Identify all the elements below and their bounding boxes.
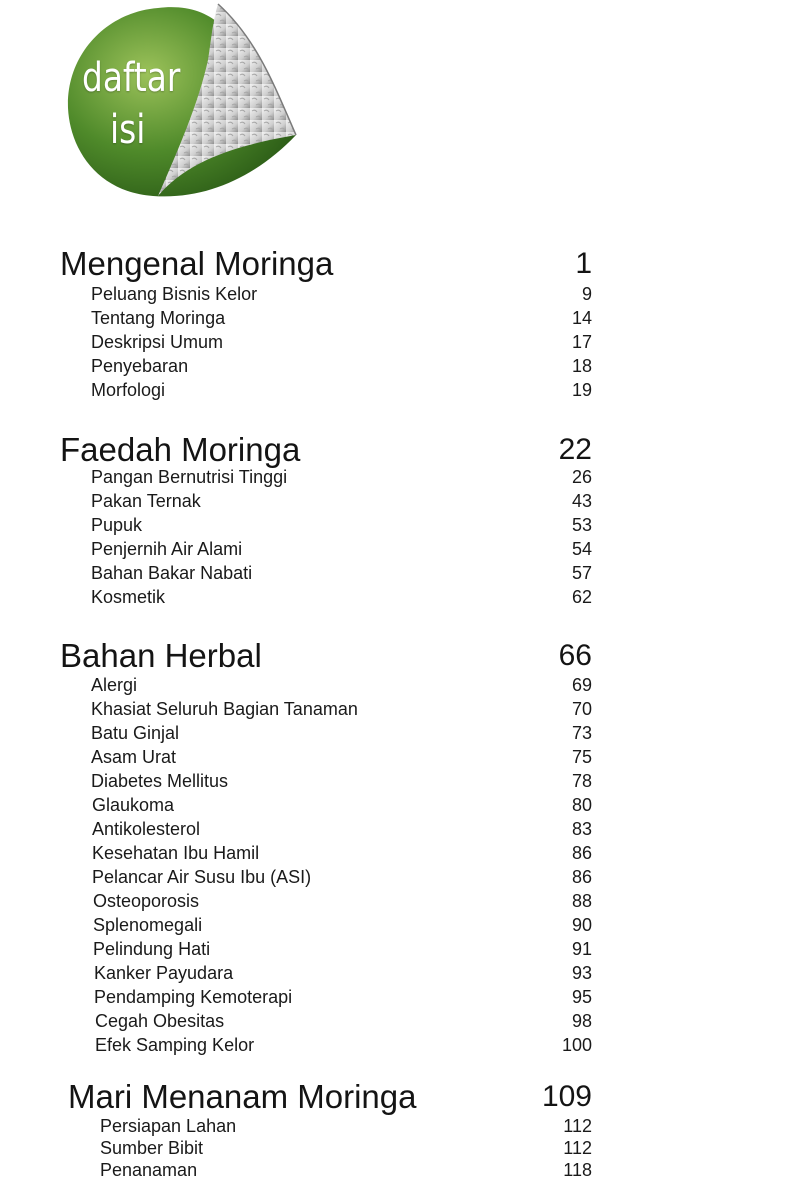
entry-page: 86 bbox=[571, 843, 592, 863]
entry-page: 53 bbox=[571, 515, 592, 535]
entry-page: 73 bbox=[571, 723, 592, 743]
section-page: 1 bbox=[575, 247, 592, 280]
section-title: Faedah Moringa bbox=[60, 431, 301, 468]
toc-entry[interactable] bbox=[60, 961, 592, 985]
toc-entry[interactable] bbox=[60, 378, 592, 402]
toc-entry[interactable] bbox=[60, 697, 592, 721]
entry-title: Osteoporosis bbox=[93, 891, 200, 911]
toc-entry[interactable] bbox=[60, 330, 592, 354]
entry-title: Deskripsi Umum bbox=[91, 332, 224, 352]
section-page: 109 bbox=[541, 1080, 592, 1113]
entry-page: 93 bbox=[571, 963, 592, 983]
toc-entry[interactable] bbox=[60, 937, 592, 961]
entry-title: Kosmetik bbox=[91, 587, 166, 607]
entry-title: Batu Ginjal bbox=[91, 723, 180, 743]
toc-entry[interactable] bbox=[60, 354, 592, 378]
entry-title: Kanker Payudara bbox=[94, 963, 234, 983]
entry-title: Penjernih Air Alami bbox=[91, 539, 243, 559]
entry-page: 43 bbox=[571, 491, 592, 511]
section-title: Mari Menanam Moringa bbox=[68, 1078, 417, 1115]
toc-entry[interactable] bbox=[60, 721, 592, 745]
toc-entry[interactable] bbox=[60, 561, 592, 585]
entry-page: 69 bbox=[571, 675, 592, 695]
entry-page: 100 bbox=[561, 1035, 592, 1055]
entry-page: 62 bbox=[571, 587, 592, 607]
entry-page: 118 bbox=[563, 1160, 592, 1180]
entry-title: Sumber Bibit bbox=[100, 1138, 204, 1158]
entry-title: Glaukoma bbox=[92, 795, 175, 815]
toc-entry[interactable] bbox=[60, 793, 592, 817]
toc-entry[interactable] bbox=[60, 985, 592, 1009]
entry-page: 57 bbox=[571, 563, 592, 583]
toc-entry[interactable] bbox=[60, 282, 592, 306]
entry-page: 17 bbox=[571, 332, 592, 352]
entry-title: Peluang Bisnis Kelor bbox=[91, 284, 258, 304]
logo-line-2: isi bbox=[110, 107, 146, 153]
toc-entry[interactable] bbox=[60, 673, 592, 697]
entry-title: Khasiat Seluruh Bagian Tanaman bbox=[91, 699, 358, 719]
entry-title: Alergi bbox=[91, 675, 138, 695]
entry-title: Pangan Bernutrisi Tinggi bbox=[91, 467, 288, 487]
entry-title: Efek Samping Kelor bbox=[95, 1035, 255, 1055]
toc-entry[interactable] bbox=[60, 1009, 592, 1033]
section-page: 66 bbox=[558, 639, 592, 672]
section-title: Mengenal Moringa bbox=[60, 245, 334, 282]
entry-page: 112 bbox=[563, 1138, 592, 1158]
toc-entry[interactable] bbox=[60, 841, 592, 865]
entry-title: Bahan Bakar Nabati bbox=[91, 563, 253, 583]
entry-page: 91 bbox=[571, 939, 592, 959]
entry-title: Penyebaran bbox=[91, 356, 189, 376]
entry-page: 90 bbox=[571, 915, 592, 935]
toc-entry[interactable] bbox=[60, 865, 592, 889]
toc-entry[interactable] bbox=[60, 513, 592, 537]
logo-line-1: daftar bbox=[82, 55, 181, 101]
entry-page: 80 bbox=[571, 795, 592, 815]
toc-entry[interactable] bbox=[60, 889, 592, 913]
entry-page: 95 bbox=[571, 987, 592, 1007]
entry-title: Splenomegali bbox=[93, 915, 203, 935]
entry-page: 112 bbox=[563, 1116, 592, 1136]
toc-entry[interactable] bbox=[68, 1136, 592, 1160]
entry-page: 26 bbox=[571, 467, 592, 487]
entry-page: 98 bbox=[571, 1011, 592, 1031]
toc-entry[interactable] bbox=[60, 465, 592, 489]
toc-entry[interactable] bbox=[60, 489, 592, 513]
entry-title: Pendamping Kemoterapi bbox=[94, 987, 293, 1007]
entry-title: Kesehatan Ibu Hamil bbox=[92, 843, 260, 863]
entry-page: 9 bbox=[581, 284, 592, 304]
entry-title: Morfologi bbox=[91, 380, 166, 400]
entry-title: Antikolesterol bbox=[92, 819, 201, 839]
toc-entry[interactable] bbox=[60, 745, 592, 769]
entry-page: 18 bbox=[571, 356, 592, 376]
entry-title: Pakan Ternak bbox=[91, 491, 201, 511]
toc-entry[interactable] bbox=[60, 817, 592, 841]
toc-entry[interactable] bbox=[60, 585, 592, 609]
entry-page: 83 bbox=[571, 819, 592, 839]
entry-title: Penanaman bbox=[100, 1160, 198, 1180]
toc-entry[interactable] bbox=[60, 1033, 592, 1057]
toc-entry[interactable] bbox=[68, 1158, 592, 1182]
entry-title: Pelancar Air Susu Ibu (ASI) bbox=[92, 867, 312, 887]
section-page: 22 bbox=[558, 433, 592, 466]
entry-page: 75 bbox=[571, 747, 592, 767]
entry-title: Pupuk bbox=[91, 515, 143, 535]
entry-page: 78 bbox=[571, 771, 592, 791]
section-title: Bahan Herbal bbox=[60, 637, 262, 674]
entry-page: 14 bbox=[571, 308, 592, 328]
entry-page: 19 bbox=[571, 380, 592, 400]
entry-title: Tentang Moringa bbox=[91, 308, 226, 328]
toc-entry[interactable] bbox=[68, 1114, 592, 1138]
entry-page: 88 bbox=[571, 891, 592, 911]
entry-title: Persiapan Lahan bbox=[100, 1116, 237, 1136]
toc-entry[interactable] bbox=[60, 769, 592, 793]
entry-title: Pelindung Hati bbox=[93, 939, 211, 959]
toc-entry[interactable] bbox=[60, 913, 592, 937]
entry-title: Asam Urat bbox=[91, 747, 177, 767]
entry-title: Cegah Obesitas bbox=[95, 1011, 225, 1031]
entry-page: 54 bbox=[571, 539, 592, 559]
entry-page: 70 bbox=[571, 699, 592, 719]
entry-title: Diabetes Mellitus bbox=[91, 771, 229, 791]
entry-page: 86 bbox=[571, 867, 592, 887]
toc-entry[interactable] bbox=[60, 306, 592, 330]
daftar-isi-logo bbox=[58, 0, 308, 205]
toc-entry[interactable] bbox=[60, 537, 592, 561]
curled-leaf-icon bbox=[58, 0, 308, 205]
